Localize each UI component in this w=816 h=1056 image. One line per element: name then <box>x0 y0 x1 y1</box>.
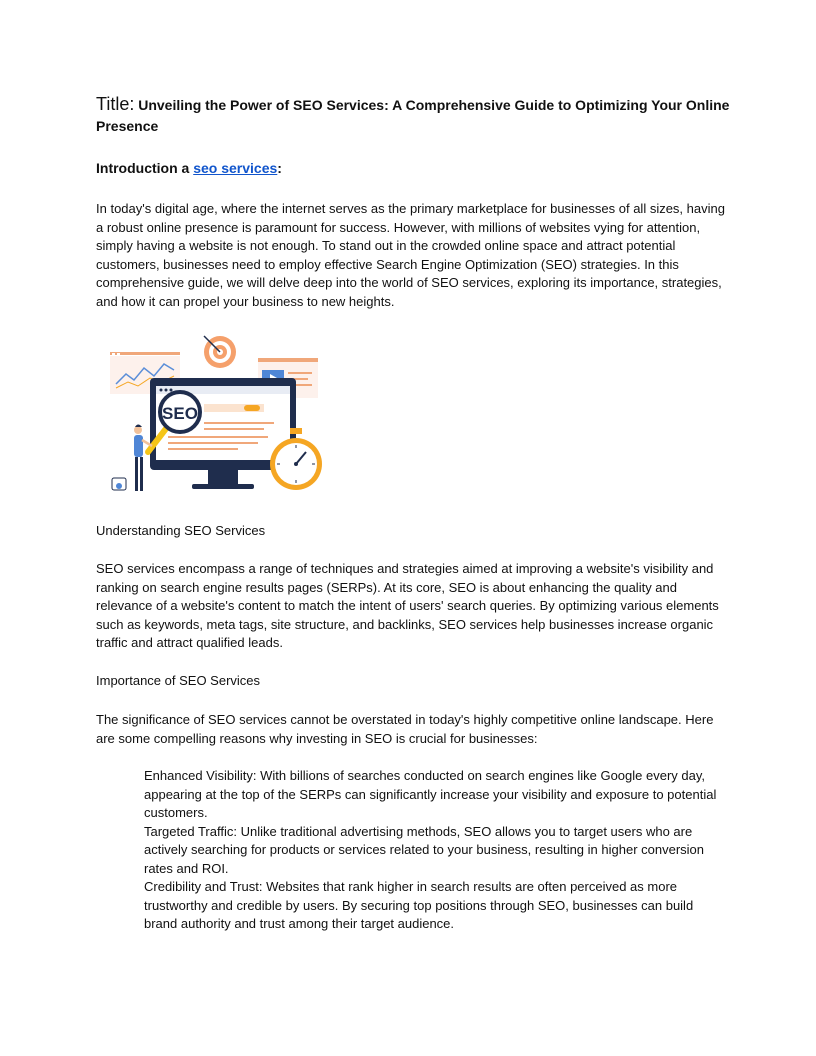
intro-paragraph: In today's digital age, where the internet serves as the primary marketplace for businesses of all sizes, having a robust online presence is paramount for success. However, with millions of websites vying for attention, simply having a website is not enough. To stand out in the crowded online space and attract potential customers, businesses need to employ effective Search Engine Optimization (SEO) strategies. In this comprehensive guide, we will delve deep into the world of SEO services, exploring its importance, strategies, and how it can propel your business to new heights. <box>96 201 725 309</box>
importance-paragraph: The significance of SEO services cannot be overstated in today's highly competitive online landscape. Here are some compelling reasons why investing in SEO is crucial for businesses: <box>96 712 714 746</box>
target-icon <box>204 336 236 368</box>
person-icon <box>134 425 152 492</box>
understanding-heading: Understanding SEO Services <box>96 523 266 538</box>
seo-label: SEO <box>162 404 198 423</box>
seo-illustration <box>108 334 324 496</box>
importance-heading: Importance of SEO Services <box>96 673 261 688</box>
list-item: Targeted Traffic: Unlike traditional advertising methods, SEO allows you to target users who are actively searching for products or services related to your business, resulting in higher conversion rates and ROI. <box>144 823 704 876</box>
list-item: Enhanced Visibility: With billions of searches conducted on search engines like Google every day, appearing at the top of the SERPs can significantly increase your visibility and exposure to potential customers. <box>144 768 717 820</box>
intro-heading <box>96 160 282 176</box>
title-label: Title: <box>96 94 135 114</box>
settings-badge-icon <box>112 478 126 490</box>
seo-services-link[interactable]: seo services <box>193 160 278 176</box>
understanding-paragraph: SEO services encompass a range of techniques and strategies aimed at improving a website's visibility and ranking on search engine results pages (SERPs). At its core, SEO is about enhancing the quality and relevance of a website's content to match the intent of users' search queries. By optimizing various elements such as keywords, meta tags, site structure, and backlinks, SEO services help businesses increase organic traffic and attract qualified leads. <box>96 561 719 650</box>
intro-prefix: Introduction a <box>96 160 194 176</box>
title-text: Unveiling the Power of SEO Services: A Comprehensive Guide to Optimizing Your Online Presence <box>96 97 730 134</box>
intro-suffix: : <box>277 160 282 176</box>
document-title <box>96 94 736 137</box>
list-item: Credibility and Trust: Websites that rank higher in search results are often perceived as more trustworthy and credible by users. By securing top positions through SEO, businesses can build brand authority and trust among their target audience. <box>144 879 694 931</box>
reasons-list <box>144 767 728 934</box>
